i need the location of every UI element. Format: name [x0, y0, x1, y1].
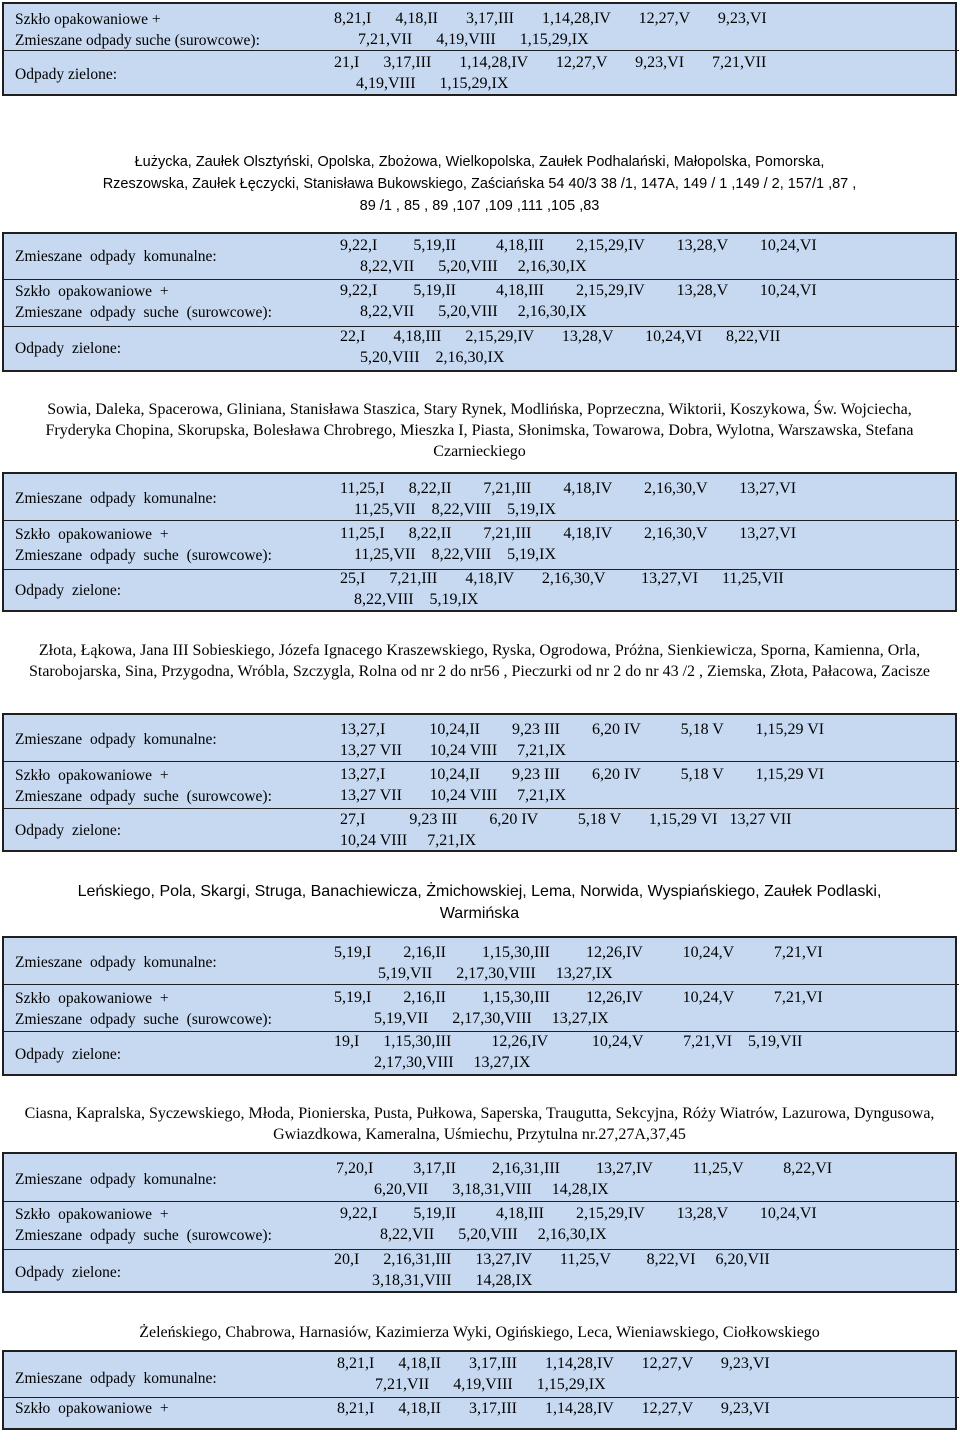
schedule-line: 11,25,VII 8,22,VIII 5,19,IX	[354, 501, 557, 518]
green-schedule	[334, 1033, 954, 1105]
schedule-table	[2, 713, 957, 852]
label-dry: Zmieszane odpady suche (surowcowe):	[15, 788, 272, 805]
label-glass: Szkło opakowaniowe +	[15, 11, 161, 28]
schedule-line: 11,25,I 8,22,II 7,21,III 4,18,IV 2,16,30,V 13,27,VI	[340, 525, 797, 542]
label-dry: Zmieszane odpady suche (surowcowe):	[15, 1227, 272, 1244]
schedule-line: 8,22,VII 5,20,VIII 2,16,30,IX	[360, 258, 587, 275]
street-list: Leńskiego, Pola, Skargi, Struga, Banachiewicza, Żmichowskiej, Lema, Norwida, Wyspiańskiego, Zaułek Podlaski, Warmińska	[77, 883, 882, 922]
row-divider	[4, 1249, 959, 1250]
schedule-line: 6,20,VII 3,18,31,VIII 14,28,IX	[374, 1181, 609, 1198]
label-green: Odpady zielone:	[15, 1264, 122, 1281]
schedule-line: 8,22,VII 5,20,VIII 2,16,30,IX	[380, 1226, 607, 1243]
schedule-line: 8,22,VIII 5,19,IX	[354, 591, 479, 608]
row-divider	[4, 1031, 959, 1032]
row-divider	[4, 808, 959, 809]
schedule-line: 5,20,VIII 2,16,30,IX	[360, 349, 505, 366]
row-divider	[4, 520, 959, 521]
schedule-line: 7,20,I 3,17,II 2,16,31,III 13,27,IV 11,25,V 8,22,VI	[336, 1160, 833, 1177]
schedule-line: 21,I 3,17,III 1,14,28,IV 12,27,V 9,23,VI 7,21,VII	[334, 54, 767, 71]
row-divider	[4, 50, 959, 51]
schedule-line: 4,19,VIII 1,15,29,IX	[356, 75, 509, 92]
label-glass: Szkło opakowaniowe +	[15, 1400, 169, 1417]
schedule-table-top	[2, 2, 957, 96]
schedule-line: 3,18,31,VIII 14,28,IX	[372, 1272, 533, 1289]
schedule-line: 7,21,VII 4,19,VIII 1,15,29,IX	[358, 31, 589, 48]
schedule-line: 8,22,VII 5,20,VIII 2,16,30,IX	[360, 303, 587, 320]
label-green: Odpady zielone:	[15, 340, 122, 357]
schedule-table	[2, 1152, 957, 1293]
schedule-line: 5,19,VII 2,17,30,VIII 13,27,IX	[378, 965, 613, 982]
schedule-line: 13,27 VII 10,24 VIII 7,21,IX	[340, 787, 567, 804]
schedule-line: 11,25,VII 8,22,VIII 5,19,IX	[354, 546, 557, 563]
schedule-line: 5,19,I 2,16,II 1,15,30,III 12,26,IV 10,24,V 7,21,VI	[334, 989, 823, 1006]
green-schedule	[334, 54, 954, 126]
row-divider	[4, 1201, 959, 1202]
schedule-line: 9,22,I 5,19,II 4,18,III 2,15,29,IV 13,28,V 10,24,VI	[340, 282, 817, 299]
label-green: Odpady zielone:	[15, 582, 122, 599]
label-glass: Szkło opakowaniowe +	[15, 526, 169, 543]
schedule-line: 10,24 VIII 7,21,IX	[340, 832, 477, 849]
schedule-line: 8,21,I 4,18,II 3,17,III 1,14,28,IV 12,27,V 9,23,VI	[337, 1355, 770, 1372]
label-dry: Zmieszane odpady suche (surowcowe):	[15, 32, 260, 49]
green-schedule	[334, 1251, 954, 1323]
schedule-line: 5,19,VII 2,17,30,VIII 13,27,IX	[374, 1010, 609, 1027]
schedule-table	[2, 472, 957, 612]
green-schedule	[340, 328, 955, 400]
street-list: Żeleńskiego, Chabrowa, Harnasiów, Kazimierza Wyki, Ogińskiego, Leca, Wieniawskiego, Ciołkowskiego	[139, 1324, 820, 1341]
schedule-line: 9,22,I 5,19,II 4,18,III 2,15,29,IV 13,28,V 10,24,VI	[340, 1205, 817, 1222]
label-green: Odpady zielone:	[15, 1046, 122, 1063]
schedule-table	[2, 232, 957, 372]
schedule-line: 9,22,I 5,19,II 4,18,III 2,15,29,IV 13,28,V 10,24,VI	[340, 237, 817, 254]
street-list: Sowia, Daleka, Spacerowa, Gliniana, Stanisława Staszica, Stary Rynek, Modlińska, Poprzeczna, Wiktorii, Koszykowa, Św. Wojciecha, Fryderyka Chopina, Skorupska, Bolesława Chrobrego, Mieszka I, Piasta, Słonimska, Towarowa, Dobra, Wylotna, Warszawska, Stefana Czarnieckiego	[45, 401, 914, 460]
schedule-line: 2,17,30,VIII 13,27,IX	[374, 1054, 531, 1071]
label-mixed: Zmieszane odpady komunalne:	[15, 731, 217, 748]
schedule-line: 19,I 1,15,30,III 12,26,IV 10,24,V 7,21,VI 5,19,VII	[334, 1033, 803, 1050]
label-dry: Zmieszane odpady suche (surowcowe):	[15, 547, 272, 564]
label-dry: Zmieszane odpady suche (surowcowe):	[15, 1011, 272, 1028]
glass-schedule	[337, 1400, 955, 1454]
schedule-line: 13,27,I 10,24,II 9,23 III 6,20 IV 5,18 V 1,15,29 VI	[340, 766, 825, 783]
street-list: Ciasna, Kapralska, Syczewskiego, Młoda, Pionierska, Pusta, Pułkowa, Saperska, Traugutta, Sekcyjna, Róży Wiatrów, Lazurowa, Dyngusowa, Gwiazdkowa, Kameralna, Uśmiechu, Przytulna nr.27,27A,37,45	[24, 1105, 935, 1143]
green-schedule	[340, 570, 955, 642]
schedule-line: 11,25,I 8,22,II 7,21,III 4,18,IV 2,16,30,V 13,27,VI	[340, 480, 797, 497]
row-divider	[4, 326, 959, 327]
schedule-line: 8,21,I 4,18,II 3,17,III 1,14,28,IV 12,27,V 9,23,VI	[334, 10, 767, 27]
schedule-line: 22,I 4,18,III 2,15,29,IV 13,28,V 10,24,VI 8,22,VII	[340, 328, 781, 345]
label-glass: Szkło opakowaniowe +	[15, 767, 169, 784]
schedule-line: 13,27 VII 10,24 VIII 7,21,IX	[340, 742, 567, 759]
schedule-line: 5,19,I 2,16,II 1,15,30,III 12,26,IV 10,24,V 7,21,VI	[334, 944, 823, 961]
schedule-line: 25,I 7,21,III 4,18,IV 2,16,30,V 13,27,VI 11,25,VII	[340, 570, 784, 587]
schedule-line: 20,I 2,16,31,III 13,27,IV 11,25,V 8,22,VI 6,20,VII	[334, 1251, 770, 1268]
row-divider	[4, 1397, 959, 1398]
street-list: Złota, Łąkowa, Jana III Sobieskiego, Józefa Ignacego Kraszewskiego, Ryska, Ogrodowa, Próżna, Sienkiewicza, Sporna, Kamienna, Orla, Starobojarska, Sina, Przygodna, Wróbla, Szczygla, Rolna od nr 2 do nr56 , Pieczurki od nr 2 do nr 43 /2 , Ziemska, Złota, Pałacowa, Zacisze	[28, 642, 931, 680]
schedule-table	[2, 1350, 957, 1430]
label-green: Odpady zielone:	[15, 66, 118, 83]
label-green: Odpady zielone:	[15, 822, 122, 839]
label-mixed: Zmieszane odpady komunalne:	[15, 954, 217, 971]
label-mixed: Zmieszane odpady komunalne:	[15, 248, 217, 265]
schedule-line: 8,21,I 4,18,II 3,17,III 1,14,28,IV 12,27,V 9,23,VI	[337, 1400, 770, 1417]
row-divider	[4, 984, 959, 985]
label-glass: Szkło opakowaniowe +	[15, 283, 169, 300]
street-list: Łużycka, Zaułek Olsztyński, Opolska, Zbożowa, Wielkopolska, Zaułek Podhalański, Małopolska, Pomorska, Rzeszowska, Zaułek Łęczycki, Stanisława Bukowskiego, Zaściańska 54 40/3 38 /1, 147A, 149 / 1 ,149 / 2, 157/1 ,87 , 89 /1 , 85 , 89 ,107 ,109 ,111 ,105 ,83	[102, 154, 857, 214]
schedule-line: 13,27,I 10,24,II 9,23 III 6,20 IV 5,18 V 1,15,29 VI	[340, 721, 825, 738]
schedule-line: 7,21,VII 4,19,VIII 1,15,29,IX	[375, 1376, 606, 1393]
label-mixed: Zmieszane odpady komunalne:	[15, 1171, 217, 1188]
green-schedule	[340, 811, 955, 883]
label-mixed: Zmieszane odpady komunalne:	[15, 490, 217, 507]
label-glass: Szkło opakowaniowe +	[15, 990, 169, 1007]
schedule-line: 27,I 9,23 III 6,20 IV 5,18 V 1,15,29 VI 13,27 VII	[340, 811, 792, 828]
label-glass: Szkło opakowaniowe +	[15, 1206, 169, 1223]
row-divider	[4, 761, 959, 762]
row-divider	[4, 279, 959, 280]
schedule-table	[2, 936, 957, 1076]
label-mixed: Zmieszane odpady komunalne:	[15, 1370, 217, 1387]
label-dry: Zmieszane odpady suche (surowcowe):	[15, 304, 272, 321]
